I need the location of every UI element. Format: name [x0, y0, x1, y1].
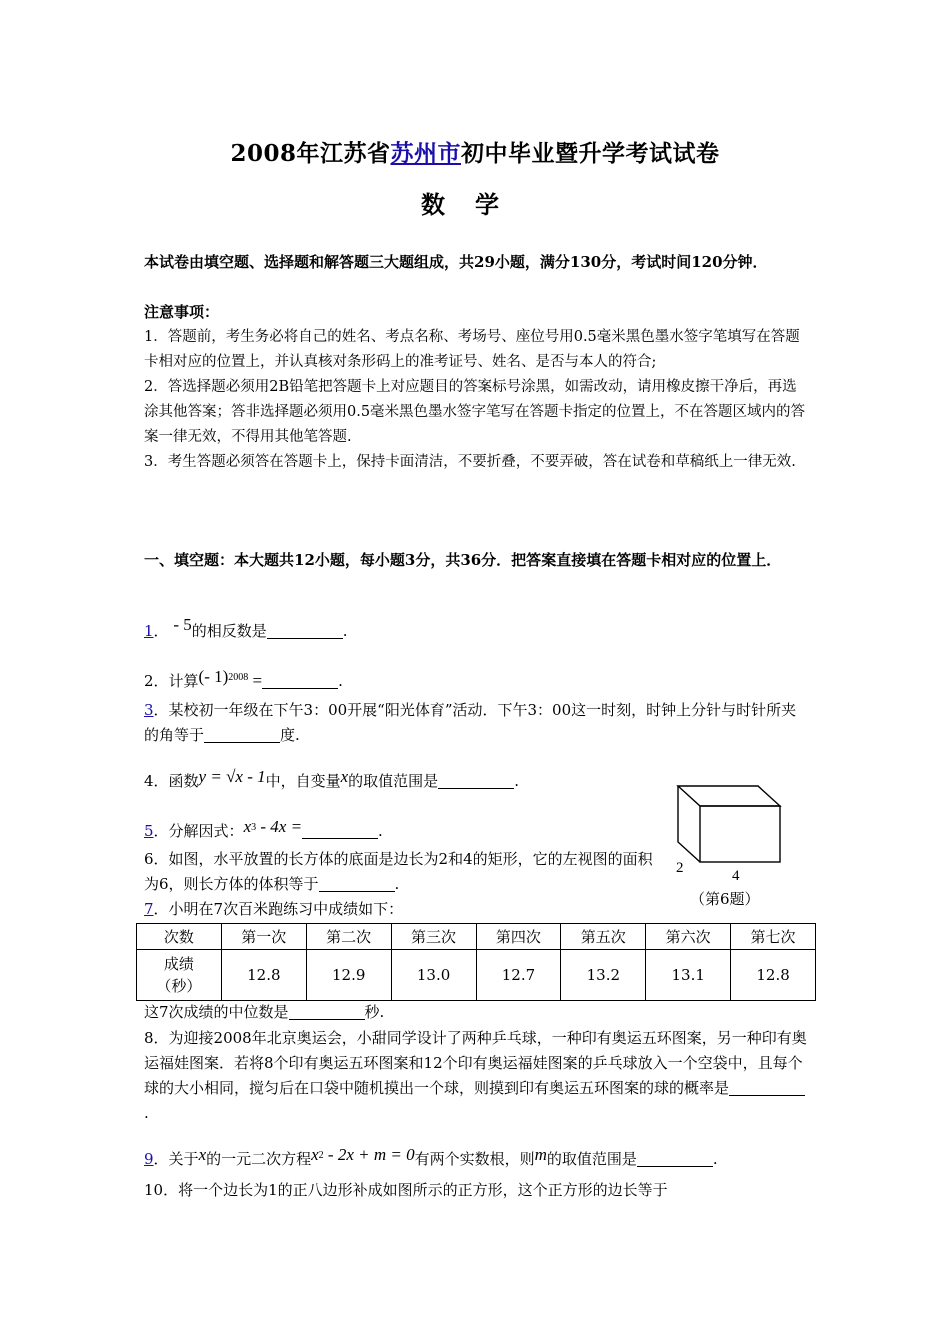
- exam-summary: 本试卷由填空题、选择题和解答题三大题组成，共29小题，满分130分，考试时间120分钟．: [144, 253, 768, 271]
- notes-heading: 注意事项：: [144, 303, 220, 321]
- table-cell: 12.9: [306, 950, 391, 1001]
- scores-table: [136, 923, 816, 1001]
- question-8: [144, 1026, 808, 1126]
- math-expr: - 5: [173, 615, 192, 634]
- table-header-row: [137, 924, 816, 950]
- math-expr: x: [243, 817, 252, 836]
- table-header-cell: 次数: [137, 924, 222, 950]
- question-text: ．分解因式：: [153, 822, 244, 840]
- question-text: 这7次成绩的中位数是: [144, 1003, 289, 1021]
- table-header-cell: 第二次: [306, 924, 391, 950]
- row-label-line: （秒）: [156, 977, 202, 995]
- question-9: [144, 1142, 808, 1172]
- math-variable: m: [534, 1145, 547, 1164]
- answer-blank: [438, 772, 514, 789]
- table-cell: 12.7: [476, 950, 561, 1001]
- question-end: .: [394, 875, 400, 893]
- notes-list: [144, 325, 808, 475]
- question-end: 度.: [280, 726, 300, 744]
- table-header-cell: 第七次: [731, 924, 816, 950]
- question-7-followup: [144, 1000, 808, 1025]
- answer-blank: [289, 1003, 365, 1020]
- math-exponent: 2008: [228, 672, 249, 683]
- math-expr: y = √x - 1: [198, 767, 266, 786]
- question-3: [144, 698, 808, 748]
- question-1: 1． - 5的相反数是 .: [144, 615, 348, 640]
- note-item: 3．考生答题必须答在答题卡上，保持卡面清洁，不要折叠，不要弄破，答在试卷和草稿纸上一律无效.: [144, 454, 796, 470]
- math-variable: x: [198, 1145, 207, 1164]
- table-header-cell: 第三次: [391, 924, 476, 950]
- title-prefix: 2008年江苏省: [230, 140, 391, 167]
- question-link-3[interactable]: 3: [144, 701, 154, 719]
- table-cell: 13.1: [646, 950, 731, 1001]
- table-header-cell: 第一次: [221, 924, 306, 950]
- math-equals: =: [248, 671, 263, 690]
- exam-title: [0, 135, 950, 168]
- row-label-line: 成绩: [163, 955, 194, 973]
- table-cell: 13.0: [391, 950, 476, 1001]
- question-10: [144, 1178, 808, 1203]
- note-item: 1．答题前，考生务必将自己的姓名、考点名称、考场号、座位号用0.5毫米黑色墨水签字笔填写在答题卡相对应的位置上，并认真核对条形码上的准考证号、姓名、是否与本人的符合;: [144, 329, 800, 370]
- question-2: [144, 664, 808, 694]
- math-expr: - 4x =: [256, 817, 303, 836]
- table-header-cell: 第四次: [476, 924, 561, 950]
- table-cell: 12.8: [731, 950, 816, 1001]
- question-end: .: [342, 622, 348, 640]
- question-text: 4．函数: [144, 772, 199, 790]
- table-row-label: [137, 950, 222, 1001]
- table-cell: 13.2: [561, 950, 646, 1001]
- question-text: 的取值范围是: [546, 1150, 637, 1168]
- question-text: ．某校初一年级在下午3：00开展“阳光体育”活动．下午3：00这一时刻，时钟上分针与时针所夹的角等于: [144, 701, 797, 744]
- answer-blank: [262, 672, 338, 689]
- math-expr: x: [311, 1145, 319, 1164]
- figure-caption: （第6题）: [690, 890, 760, 908]
- question-text: 6．如图，水平放置的长方体的底面是边长为2和4的矩形，它的左视图的面积为6，则长方体的体积等于: [144, 850, 653, 893]
- question-end: 秒.: [364, 1003, 385, 1021]
- question-end: .: [378, 822, 383, 840]
- subject-title: 数学: [421, 190, 529, 219]
- cuboid-side-edges: [678, 786, 700, 862]
- figure-label-bottom: 4: [732, 868, 740, 884]
- table-cell: 12.8: [221, 950, 306, 1001]
- question-text: 2．计算: [144, 672, 199, 690]
- table-header-cell: 第六次: [646, 924, 731, 950]
- question-text: 的取值范围是: [348, 772, 439, 790]
- question-6: [144, 847, 664, 897]
- figure-label-left: 2: [676, 860, 684, 876]
- question-end: .: [712, 1150, 718, 1168]
- question-end: .: [144, 1104, 149, 1122]
- section-heading: 一、填空题：本大题共12小题，每小题3分，共36分．把答案直接填在答题卡相对应的位置上．: [144, 551, 782, 569]
- question-text: 8．为迎接2008年北京奥运会，小甜同学设计了两种乒乓球，一种印有奥运五环图案，另一种印有奥运福娃图案．若将8个印有奥运五环图案和12个印有奥运福娃图案的乒乓球放入一个空袋中，且每个球的大小相同，搅匀后在口袋中随机摸出一个球，则摸到印有奥运五环图案的球的概率是: [144, 1029, 807, 1097]
- question-link-9[interactable]: 9: [144, 1150, 154, 1168]
- answer-blank: [267, 622, 343, 639]
- cuboid-front-face: [700, 806, 780, 862]
- title-suffix: 初中毕业暨升学考试试卷: [461, 140, 720, 167]
- answer-blank: [637, 1150, 713, 1167]
- question-end: .: [514, 772, 519, 790]
- question-link-7[interactable]: 7: [144, 900, 154, 918]
- math-exponent: 3: [251, 822, 257, 833]
- math-expr: - 2x + m = 0: [323, 1145, 415, 1164]
- answer-blank: [729, 1079, 805, 1096]
- answer-blank: [319, 875, 395, 892]
- question-text: 中，自变量: [265, 772, 341, 790]
- math-exponent: 2: [318, 1150, 324, 1161]
- question-text: 的相反数是: [191, 622, 267, 640]
- math-expr: (- 1): [198, 667, 229, 686]
- cuboid-top-face: [678, 786, 780, 806]
- table-row: [137, 950, 816, 1001]
- question-link-5[interactable]: 5: [144, 822, 154, 840]
- question-text: 10．将一个边长为1的正八边形补成如图所示的正方形，这个正方形的边长等于: [144, 1181, 668, 1199]
- city-link[interactable]: 苏州市: [390, 140, 461, 167]
- answer-blank: [302, 822, 378, 839]
- question-link-1[interactable]: 1: [144, 622, 154, 640]
- question-7: [144, 897, 808, 922]
- note-item: 2．答选择题必须用2B铅笔把答题卡上对应题目的答案标号涂黑，如需改动，请用橡皮擦干净后，再选涂其他答案；答非选择题必须用0.5毫米黑色墨水签字笔写在答题卡指定的位置上，不在答题区域内的答案一律无效，不得用其他笔答题.: [144, 379, 806, 445]
- question-text: ．关于: [153, 1150, 199, 1168]
- question-text: 有两个实数根，则: [414, 1150, 535, 1168]
- table-header-cell: 第五次: [561, 924, 646, 950]
- question-5: [144, 814, 664, 844]
- question-text: 的一元二次方程: [206, 1150, 312, 1168]
- question-end: .: [338, 672, 343, 690]
- answer-blank: [204, 726, 280, 743]
- question-text: ．小明在7次百米跑练习中成绩如下：: [153, 900, 404, 918]
- math-variable: x: [340, 767, 349, 786]
